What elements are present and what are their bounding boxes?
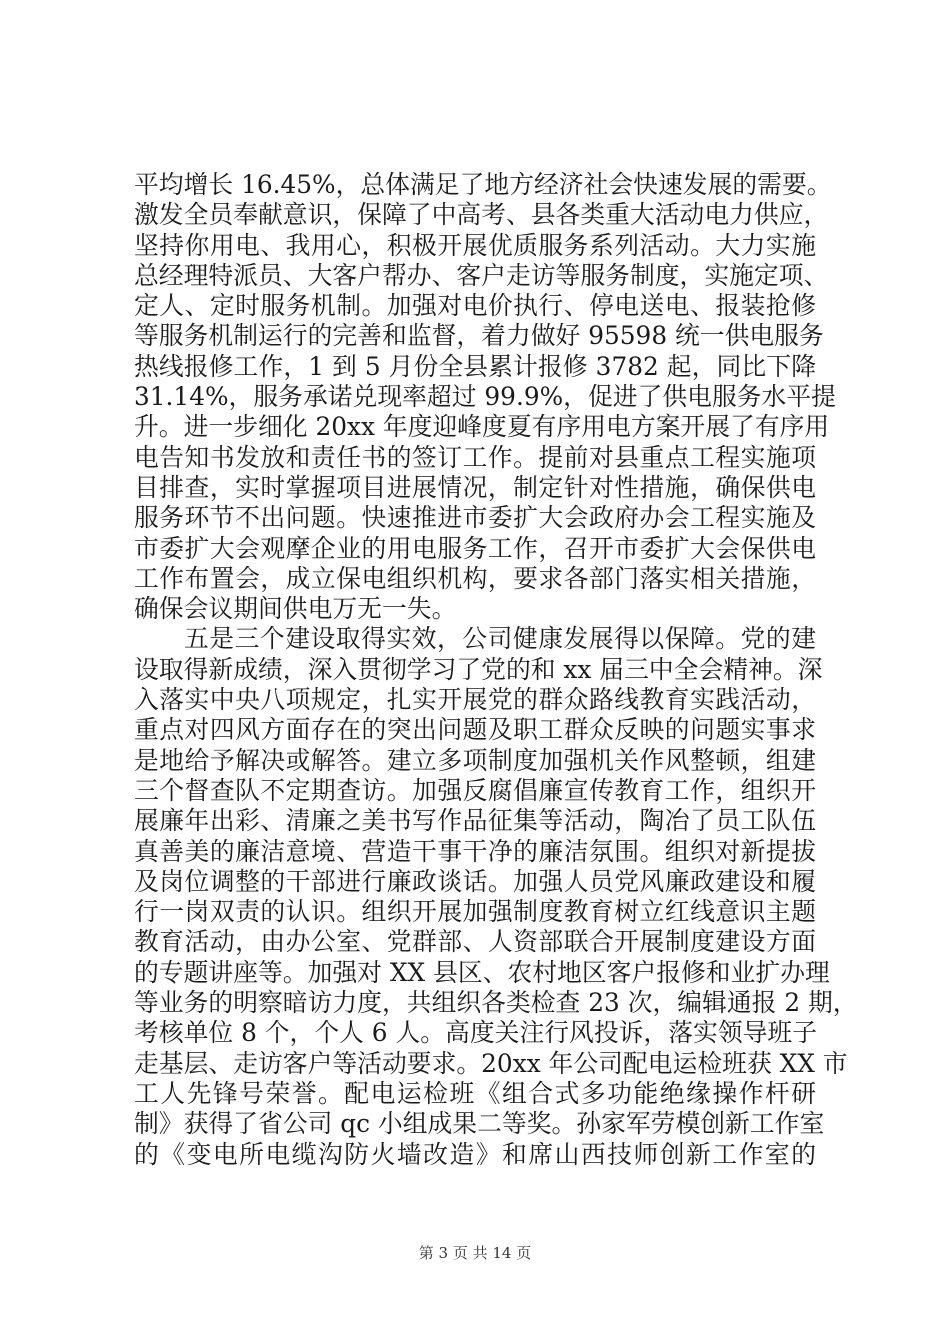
text-line: 市委扩大会观摩企业的用电服务工作，召开市委扩大会保供电 [134,533,816,563]
text-line: 等服务机制运行的完善和监督，着力做好 95598 统一供电服务 [134,321,824,351]
text-line: 目排查，实时掌握项目进展情况，制定针对性措施，确保供电 [134,472,816,502]
page-footer [0,1242,950,1263]
text-line: 总经理特派员、大客户帮办、客户走访等服务制度，实施定项、 [134,260,829,290]
document-body [134,170,858,1170]
text-line: 行一岗双责的认识。组织开展加强制度教育树立红线意识主题 [134,897,816,927]
text-line: 工作布置会，成立保电组织机构，要求各部门落实相关措施， [134,563,816,593]
text-line: 坚持你用电、我用心，积极开展优质服务系列活动。大力实施 [134,230,816,260]
text-line: 重点对四风方面存在的突出问题及职工群众反映的问题实事求 [134,715,816,745]
text-line: 三个督查队不定期查访。加强反腐倡廉宣传教育工作，组织开 [134,775,816,805]
text-line: 及岗位调整的干部进行廉政谈话。加强人员党风廉政建设和履 [134,866,816,896]
text-line: 服务环节不出问题。快速推进市委扩大会政府办会工程实施及 [134,503,816,533]
text-line: 升。进一步细化 20xx 年度迎峰度夏有序用电方案开展了有序用 [134,412,830,442]
text-line: 的专题讲座等。加强对 XX 县区、农村地区客户报修和业扩办理 [134,957,830,987]
text-line: 31.14%，服务承诺兑现率超过 99.9%，促进了供电服务水平提 [134,382,836,412]
text-line: 等业务的明察暗访力度，共组织各类检查 23 次，编辑通报 2 期， [134,988,858,1018]
text-line: 激发全员奉献意识，保障了中高考、县各类重大活动电力供应， [134,200,829,230]
text-line: 确保会议期间供电万无一失。 [134,594,457,624]
text-line: 教育活动，由办公室、党群部、人资部联合开展制度建设方面 [134,927,816,957]
text-line: 入落实中央八项规定，扎实开展党的群众路线教育实践活动， [134,685,816,715]
text-line: 走基层、走访客户等活动要求。20xx 年公司配电运检班获 XX 市 [134,1048,848,1078]
text-line: 工人先锋号荣誉。配电运检班《组合式多功能绝缘操作杆研 [134,1078,816,1108]
text-line: 考核单位 8 个，个人 6 人。高度关注行风投诉，落实领导班子 [134,1018,818,1048]
text-line: 平均增长 16.45%，总体满足了地方经济社会快速发展的需要。 [134,170,832,199]
page-number-label: 第 3 页 共 14 页 [418,1244,532,1262]
text-line: 定人、定时服务机制。加强对电价执行、停电送电、报装抢修 [134,291,816,321]
text-line: 热线报修工作，1 到 5 月份全县累计报修 3782 起，同比下降 [134,351,816,381]
text-line: 五是三个建设取得实效，公司健康发展得以保障。党的建 [184,624,816,654]
text-line: 制》获得了省公司 qc 小组成果二等奖。孙家军劳模创新工作室 [134,1109,825,1139]
text-line: 展廉年出彩、清廉之美书写作品征集等活动，陶冶了员工队伍 [134,806,816,836]
text-line: 真善美的廉洁意境、营造干事干净的廉洁氛围。组织对新提拔 [134,836,816,866]
text-line: 电告知书发放和责任书的签订工作。提前对县重点工程实施项 [134,442,816,472]
text-line: 设取得新成绩，深入贯彻学习了党的和 xx 届三中全会精神。深 [134,654,823,684]
text-line: 是地给予解决或解答。建立多项制度加强机关作风整顿，组建 [134,745,816,775]
text-line: 的《变电所电缆沟防火墙改造》和席山西技师创新工作室的 [134,1139,816,1169]
